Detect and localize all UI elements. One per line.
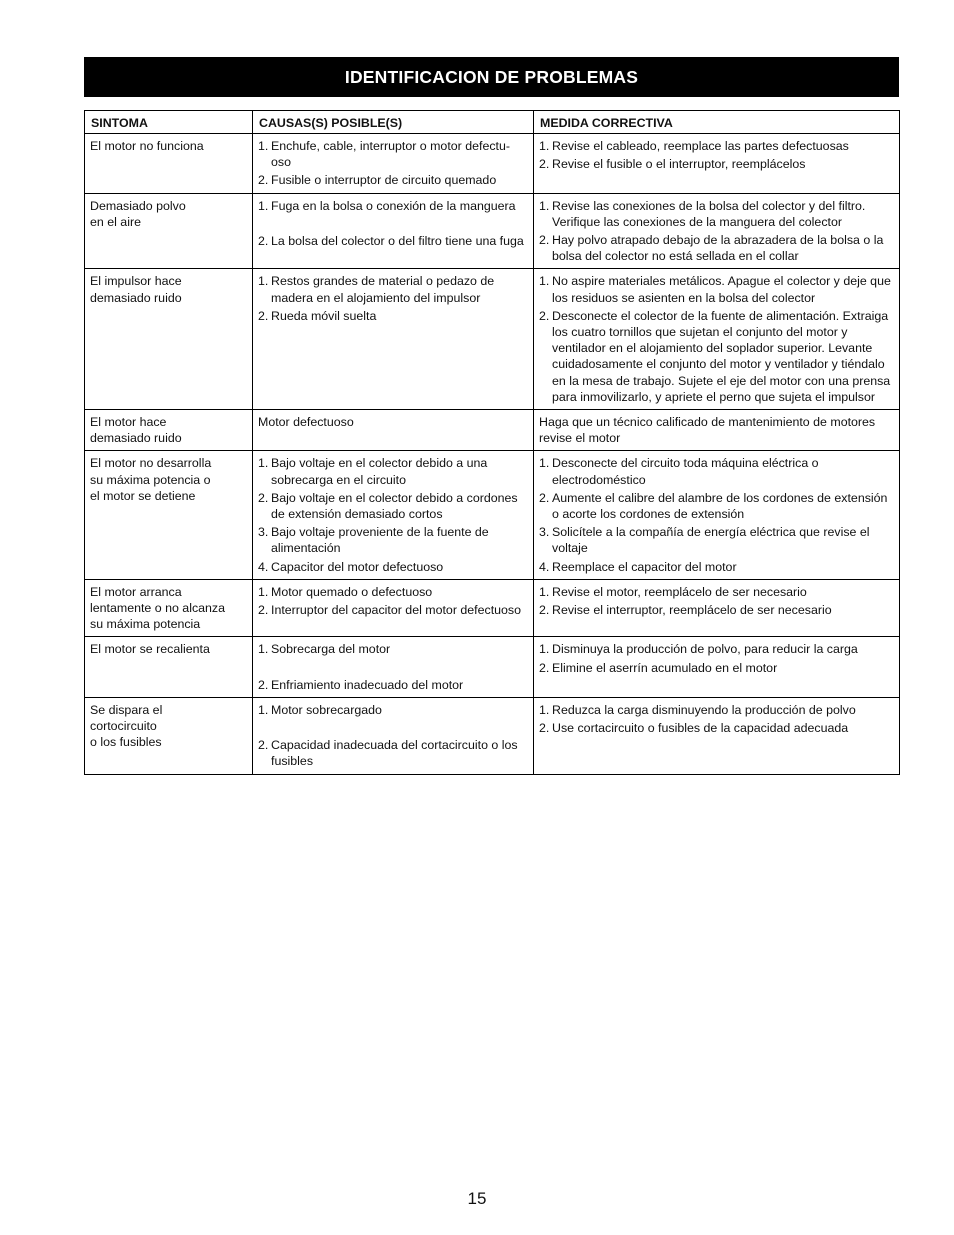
remedy-item: [539, 455, 895, 487]
cause-item: [258, 559, 529, 575]
cause-item: [258, 138, 529, 170]
table-body: [85, 134, 900, 775]
item-text: La bolsa del colector o del filtro tiene una fuga: [271, 233, 524, 248]
causes-cell: [253, 269, 534, 410]
troubleshooting-table: [84, 110, 900, 775]
remedy-item: [539, 559, 895, 575]
item-text: Enfriamiento inadecuado del motor: [271, 677, 464, 692]
causes-cell: [253, 579, 534, 637]
symptom-line: El motor hace: [90, 415, 167, 430]
remedy-item: [539, 660, 895, 676]
cause-item: [258, 524, 529, 556]
remedy-item: [539, 232, 895, 264]
remedy-item: [539, 602, 895, 618]
causes-cell: [253, 697, 534, 774]
remedy-item: [539, 702, 895, 718]
symptom-line: El impulsor hace: [90, 274, 182, 289]
item-number: 1.: [258, 274, 269, 289]
item-text: Motor sobrecargado: [271, 702, 382, 717]
item-text: Revise el interruptor, reemplácelo de ser necesario: [552, 603, 832, 618]
item-number: 1.: [539, 456, 550, 471]
symptom-line: El motor no funciona: [90, 139, 204, 153]
item-number: 1.: [258, 584, 269, 599]
header-symptom: SINTOMA: [85, 111, 253, 134]
cause-item: [258, 233, 529, 249]
banner-title: IDENTIFICACION DE PROBLEMAS: [344, 66, 639, 87]
item-number: 1.: [258, 702, 269, 717]
spacer: [258, 720, 529, 737]
item-text: Disminuya la producción de polvo, para reducir la carga: [552, 642, 858, 657]
cause-item: [258, 641, 529, 657]
causes-cell: [253, 451, 534, 579]
item-text: Bajo voltaje en el colector debido a cordones de extensión demasiado cortos: [271, 490, 518, 522]
item-number: 1.: [539, 642, 550, 657]
item-number: 1.: [539, 139, 550, 153]
item-number: 2.: [539, 308, 550, 323]
item-text: Motor defectuoso: [258, 415, 354, 430]
symptom-cell: [85, 134, 253, 194]
item-number: 2.: [258, 308, 269, 323]
remedy-item: [539, 198, 895, 230]
item-text: Capacitor del motor defectuoso: [271, 559, 444, 574]
header-remedy: MEDIDA CORRECTIVA: [534, 111, 900, 134]
table-row: [85, 193, 900, 269]
item-text: Bajo voltaje proveniente de la fuente de alimentación: [271, 525, 489, 556]
cause-item: [258, 273, 529, 305]
remedy-item: [539, 156, 895, 172]
cause-item: [258, 737, 529, 769]
symptom-cell: [85, 579, 253, 637]
cause-item: [258, 702, 529, 718]
page-number: 15: [467, 1189, 487, 1208]
symptom-cell: [85, 697, 253, 774]
remedy-item: [539, 414, 895, 446]
item-text: Capacidad inadecuada del cortacircuito o los fusibles: [271, 738, 518, 769]
symptom-line: o los fusibles: [90, 735, 162, 750]
item-text: Rueda móvil suelta: [271, 308, 377, 323]
symptom-line: cortocircuito: [90, 719, 157, 734]
remedy-cell: [534, 193, 900, 269]
remedy-cell: [534, 451, 900, 579]
item-text: Use cortacircuito o fusibles de la capacidad adecuada: [552, 721, 849, 736]
item-number: 1.: [258, 139, 269, 153]
item-number: 2.: [258, 738, 269, 753]
item-number: 2.: [539, 490, 550, 505]
remedy-cell: [534, 697, 900, 774]
cause-item: [258, 584, 529, 600]
item-number: 4.: [539, 559, 550, 574]
cause-item: [258, 602, 529, 618]
item-text: Aumente el calibre del alambre de los cordones de extensión o acorte los cordones de extensión: [552, 490, 888, 522]
symptom-cell: [85, 193, 253, 269]
symptom-line: Demasiado polvo: [90, 198, 186, 213]
symptom-line: en el aire: [90, 214, 141, 229]
symptom-cell: [85, 410, 253, 451]
item-text: Bajo voltaje en el colector debido a una sobrecarga en el circuito: [271, 456, 488, 487]
causes-cell: [253, 637, 534, 697]
remedy-item: [539, 641, 895, 657]
cause-item: [258, 490, 529, 522]
symptom-line: El motor se recalienta: [90, 642, 210, 657]
causes-cell: [253, 193, 534, 269]
remedy-cell: [534, 269, 900, 410]
item-text: Restos grandes de material o pedazo de madera en el alojamiento del impulsor: [271, 274, 495, 305]
symptom-line: demasiado ruido: [90, 290, 182, 305]
item-number: 3.: [539, 525, 550, 540]
item-text: Elimine el aserrín acumulado en el motor: [552, 660, 778, 675]
item-text: Fuga en la bolsa o conexión de la manguera: [271, 198, 516, 213]
item-text: Fusible o interruptor de circuito quemado: [271, 173, 497, 188]
cause-item: [258, 677, 529, 693]
table-row: [85, 697, 900, 774]
item-text: Solicítele a la compañía de energía eléctrica que revise el voltaje: [552, 525, 870, 556]
item-text: Revise el motor, reemplácelo de ser necesario: [552, 584, 807, 599]
item-number: 1.: [539, 274, 550, 289]
table-row: [85, 451, 900, 579]
item-text: Interruptor del capacitor del motor defectuoso: [271, 603, 522, 618]
item-number: 2.: [539, 233, 550, 248]
cause-item: [258, 414, 529, 430]
item-number: 2.: [258, 233, 269, 248]
remedy-item: [539, 720, 895, 736]
table-row: [85, 410, 900, 451]
remedy-cell: [534, 134, 900, 194]
item-number: 2.: [539, 660, 550, 675]
item-number: 2.: [539, 603, 550, 618]
spacer: [258, 660, 529, 677]
symptom-cell: [85, 451, 253, 579]
symptom-cell: [85, 269, 253, 410]
symptom-line: su máxima potencia o: [90, 472, 211, 487]
symptom-cell: [85, 637, 253, 697]
symptom-line: El motor no desarrolla: [90, 456, 212, 471]
item-number: 1.: [258, 456, 269, 471]
item-number: 2.: [258, 677, 269, 692]
table-row: [85, 637, 900, 697]
item-text: Reduzca la carga disminuyendo la producción de polvo: [552, 702, 856, 717]
item-text: Haga que un técnico calificado de mantenimiento de motores revise el motor: [539, 415, 876, 446]
item-number: 1.: [539, 584, 550, 599]
remedy-item: [539, 584, 895, 600]
symptom-line: demasiado ruido: [90, 431, 182, 446]
item-text: Revise el fusible o el interruptor, reemplácelos: [552, 157, 806, 172]
cause-item: [258, 198, 529, 214]
remedy-cell: [534, 410, 900, 451]
causes-cell: [253, 410, 534, 451]
item-number: 2.: [258, 490, 269, 505]
symptom-line: lentamente o no alcanza: [90, 601, 226, 616]
item-text: No aspire materiales metálicos. Apague el colector y deje que los residuos se asienten en la bolsa del colector: [552, 274, 891, 305]
symptom-line: su máxima potencia: [90, 617, 201, 632]
item-number: 2.: [539, 721, 550, 736]
remedy-item: [539, 490, 895, 522]
header-causes: CAUSAS(S) POSIBLE(S): [253, 111, 534, 134]
item-number: 1.: [539, 702, 550, 717]
cause-item: [258, 455, 529, 487]
item-text: Enchufe, cable, interruptor o motor defectu- oso: [271, 139, 510, 170]
remedy-item: [539, 138, 895, 154]
remedy-cell: [534, 637, 900, 697]
item-text: Revise el cableado, reemplace las partes defectuosas: [552, 139, 849, 153]
cause-item: [258, 172, 529, 188]
item-text: Desconecte el colector de la fuente de alimentación. Extraiga los cuatro tornillos que sujetan el conjunto del motor y ventilador en el alojamiento del soplador superior. Levante cuidadosamente el conjunto del motor y ventilador y tiéndalo en la mesa de trabajo. Sujete el eje del motor con una prensa para inmovilizarlo, y apriete el perno que sujeta el impulsor: [552, 308, 891, 404]
item-number: 2.: [258, 173, 269, 188]
item-number: 1.: [258, 642, 269, 657]
item-number: 1.: [258, 198, 269, 213]
item-number: 2.: [539, 157, 550, 172]
page-banner: [84, 57, 899, 97]
table-row: [85, 134, 900, 194]
table-row: [85, 579, 900, 637]
table-header-row: [85, 111, 900, 134]
item-text: Hay polvo atrapado debajo de la abrazadera de la bolsa o la bolsa del colector no está sellada en el collar: [552, 233, 884, 264]
item-number: 1.: [539, 198, 550, 213]
item-text: Desconecte del circuito toda máquina eléctrica o electrodoméstico: [552, 456, 819, 487]
cause-item: [258, 308, 529, 324]
causes-cell: [253, 134, 534, 194]
symptom-line: El motor arranca: [90, 584, 182, 599]
symptom-line: Se dispara el: [90, 702, 163, 717]
remedy-item: [539, 273, 895, 305]
item-text: Motor quemado o defectuoso: [271, 584, 433, 599]
remedy-cell: [534, 579, 900, 637]
remedy-item: [539, 308, 895, 405]
item-number: 4.: [258, 559, 269, 574]
item-text: Sobrecarga del motor: [271, 642, 391, 657]
item-number: 2.: [258, 603, 269, 618]
spacer: [258, 216, 529, 233]
item-number: 3.: [258, 525, 269, 540]
remedy-item: [539, 524, 895, 556]
symptom-line: el motor se detiene: [90, 488, 196, 503]
table-row: [85, 269, 900, 410]
item-text: Revise las conexiones de la bolsa del colector y del filtro. Verifique las conexiones de la manguera del colector: [552, 198, 866, 229]
item-text: Reemplace el capacitor del motor: [552, 559, 737, 574]
